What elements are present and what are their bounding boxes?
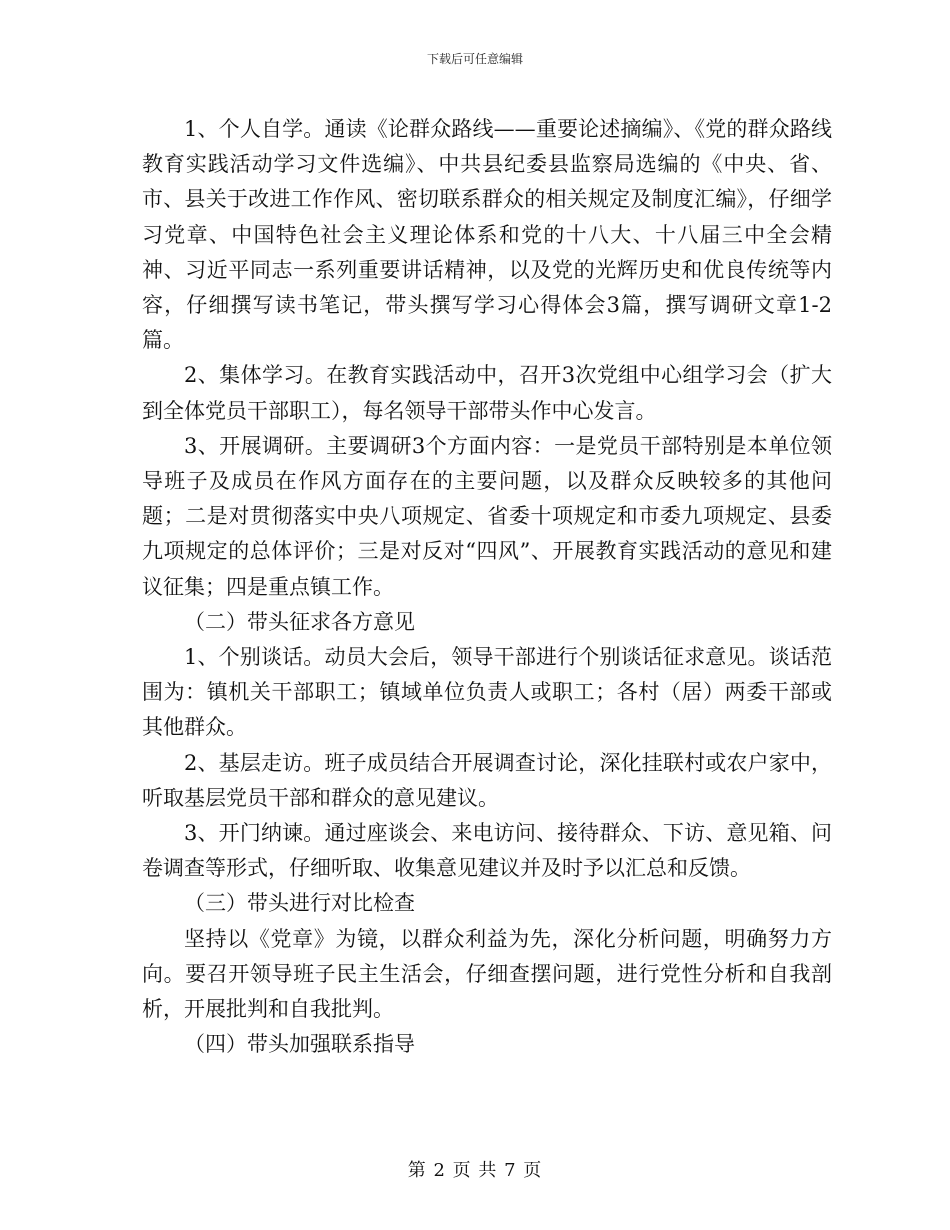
paragraph-individual-talks: 1、个别谈话。动员大会后，领导干部进行个别谈话征求意见。谈话范围为：镇机关干部职工；镇域单位负责人或职工；各村（居）两委干部或其他群众。 — [142, 645, 832, 740]
paragraph-self-study: 1、个人自学。通读《论群众路线——重要论述摘编》、《党的群众路线教育实践活动学习文件选编》、中共县纪委县监察局选编的《中央、省、市、县关于改进工作作风、密切联系群众的相关规定及制度汇编》，仔细学习党章、中国特色社会主义理论体系和党的十八大、十八届三中全会精神、习近平同志一系列重要讲话精神，以及党的光辉历史和优良传统等内容，仔细撰写读书笔记，带头撰写学习心得体会3篇，撰写调研文章1-2篇。 — [142, 117, 832, 353]
page-header: 下载后可任意编辑 — [426, 52, 523, 66]
paragraph-party-charter: 坚持以《党章》为镜，以群众利益为先，深化分析问题，明确努力方向。要召开领导班子民主生活会，仔细查摆问题，进行党性分析和自我剖析，开展批判和自我批判。 — [142, 926, 832, 1022]
paragraph-research: 3、开展调研。主要调研3个方面内容：一是党员干部特别是本单位领导班子及成员在作风方面存在的主要问题，以及群众反映较多的其他问题；二是对贯彻落实中央八项规定、省委十项规定和市委九项规定、县委九项规定的总体评价；三是对反对“四风”、开展教育实践活动的意见和建议征集；四是重点镇工作。 — [142, 433, 832, 599]
section-heading-opinions: （二）带头征求各方意见 — [184, 609, 415, 634]
paragraph-open-door: 3、开门纳谏。通过座谈会、来电访问、接待群众、下访、意见箱、问卷调查等形式，仔细听取、收集意见建议并及时予以汇总和反馈。 — [142, 821, 832, 881]
paragraph-group-study: 2、集体学习。在教育实践活动中，召开3次党组中心组学习会（扩大到全体党员干部职工），每名领导干部带头作中心发言。 — [142, 363, 832, 423]
section-heading-guidance: （四）带头加强联系指导 — [184, 1032, 415, 1057]
page-number: 第 2 页 共 7 页 — [407, 1160, 543, 1181]
document-body — [142, 112, 832, 1062]
section-heading-review: （三）带头进行对比检查 — [184, 891, 415, 916]
paragraph-grassroots-visits: 2、基层走访。班子成员结合开展调查讨论，深化挂联村或农户家中，听取基层党员干部和群众的意见建议。 — [142, 750, 832, 810]
